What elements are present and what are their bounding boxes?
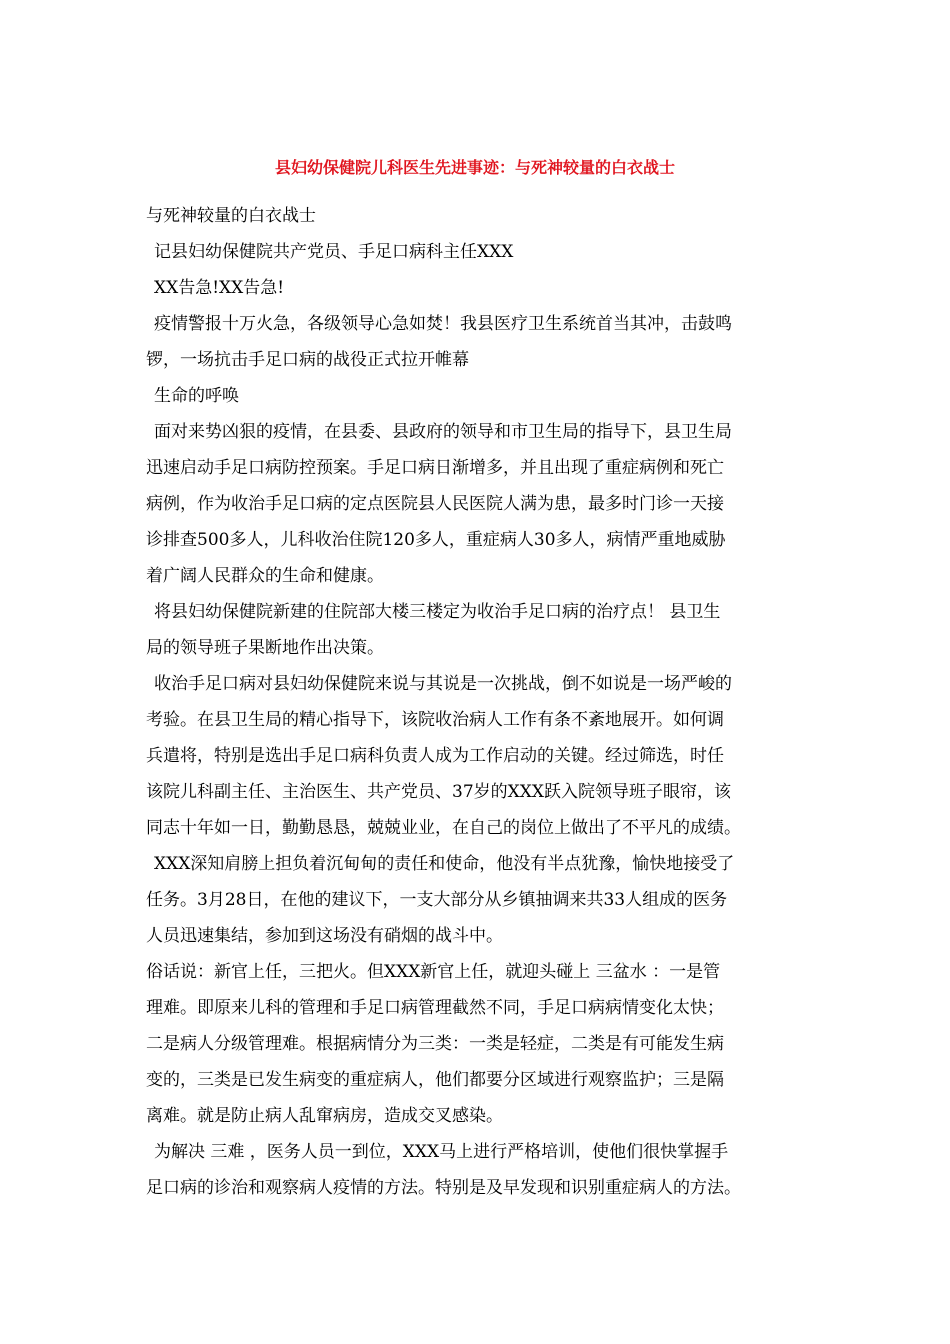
text-line: 变的，三类是已发生病变的重症病人，他们都要分区域进行观察监护；三是隔 (146, 1070, 724, 1090)
text-line: 局的领导班子果断地作出决策。 (146, 638, 384, 658)
text-line: 二是病人分级管理难。根据病情分为三类：一类是轻症，二类是有可能发生病 (146, 1034, 724, 1054)
text-line: 收治手足口病对县妇幼保健院来说与其说是一次挑战，倒不如说是一场严峻的 (154, 674, 732, 694)
document-body (146, 198, 810, 1206)
text-line: 病例，作为收治手足口病的定点医院县人民医院人满为患，最多时门诊一天接 (146, 494, 724, 514)
text-line: 迅速启动手足口病防控预案。手足口病日渐增多，并且出现了重症病例和死亡 (146, 458, 724, 478)
text-line: 着广阔人民群众的生命和健康。 (146, 566, 384, 586)
text-line: 足口病的诊治和观察病人疫情的方法。特别是及早发现和识别重症病人的方法。 (146, 1178, 741, 1198)
text-line: 理难。即原来儿科的管理和手足口病管理截然不同，手足口病病情变化太快； (146, 998, 724, 1018)
text-line: 离难。就是防止病人乱窜病房，造成交叉感染。 (146, 1106, 503, 1126)
text-line: 任务。3月28日，在他的建议下，一支大部分从乡镇抽调来共33人组成的医务 (146, 890, 728, 910)
text-line: 考验。在县卫生局的精心指导下，该院收治病人工作有条不紊地展开。如何调 (146, 710, 724, 730)
text-line: 同志十年如一日，勤勤恳恳，兢兢业业，在自己的岗位上做出了不平凡的成绩。 (146, 818, 741, 838)
document-title: 县妇幼保健院儿科医生先进事迹：与死神较量的白衣战士 (274, 158, 675, 177)
text-line: 将县妇幼保健院新建的住院部大楼三楼定为收治手足口病的治疗点！ 县卫生 (154, 602, 721, 622)
text-line: 人员迅速集结，参加到这场没有硝烟的战斗中。 (146, 926, 503, 946)
text-line: 与死神较量的白衣战士 (146, 206, 316, 226)
text-line: 面对来势凶狠的疫情，在县委、县政府的领导和市卫生局的指导下，县卫生局 (154, 422, 732, 442)
text-line: 记县妇幼保健院共产党员、手足口病科主任XXX (154, 242, 514, 262)
text-line: 该院儿科副主任、主治医生、共产党员、37岁的XXX跃入院领导班子眼帘，该 (146, 782, 731, 802)
text-line: 诊排查500多人，儿科收治住院120多人，重症病人30多人，病情严重地威胁 (146, 530, 726, 550)
text-line: 疫情警报十万火急，各级领导心急如焚！我县医疗卫生系统首当其冲，击鼓鸣 (154, 314, 732, 334)
text-line: 为解决 三难 ，医务人员一到位，XXX马上进行严格培训，使他们很快掌握手 (154, 1142, 729, 1162)
text-line: XXX深知肩膀上担负着沉甸甸的责任和使命，他没有半点犹豫，愉快地接受了 (154, 854, 735, 874)
text-line: 兵遣将，特别是选出手足口病科负责人成为工作启动的关键。经过筛选，时任 (146, 746, 724, 766)
text-line: 生命的呼唤 (154, 386, 239, 406)
text-line: 俗话说：新官上任，三把火。但XXX新官上任，就迎头碰上 三盆水 ：一是管 (146, 962, 721, 982)
text-line: XX告急!XX告急! (154, 278, 285, 298)
text-line: 锣，一场抗击手足口病的战役正式拉开帷幕 (146, 350, 469, 370)
